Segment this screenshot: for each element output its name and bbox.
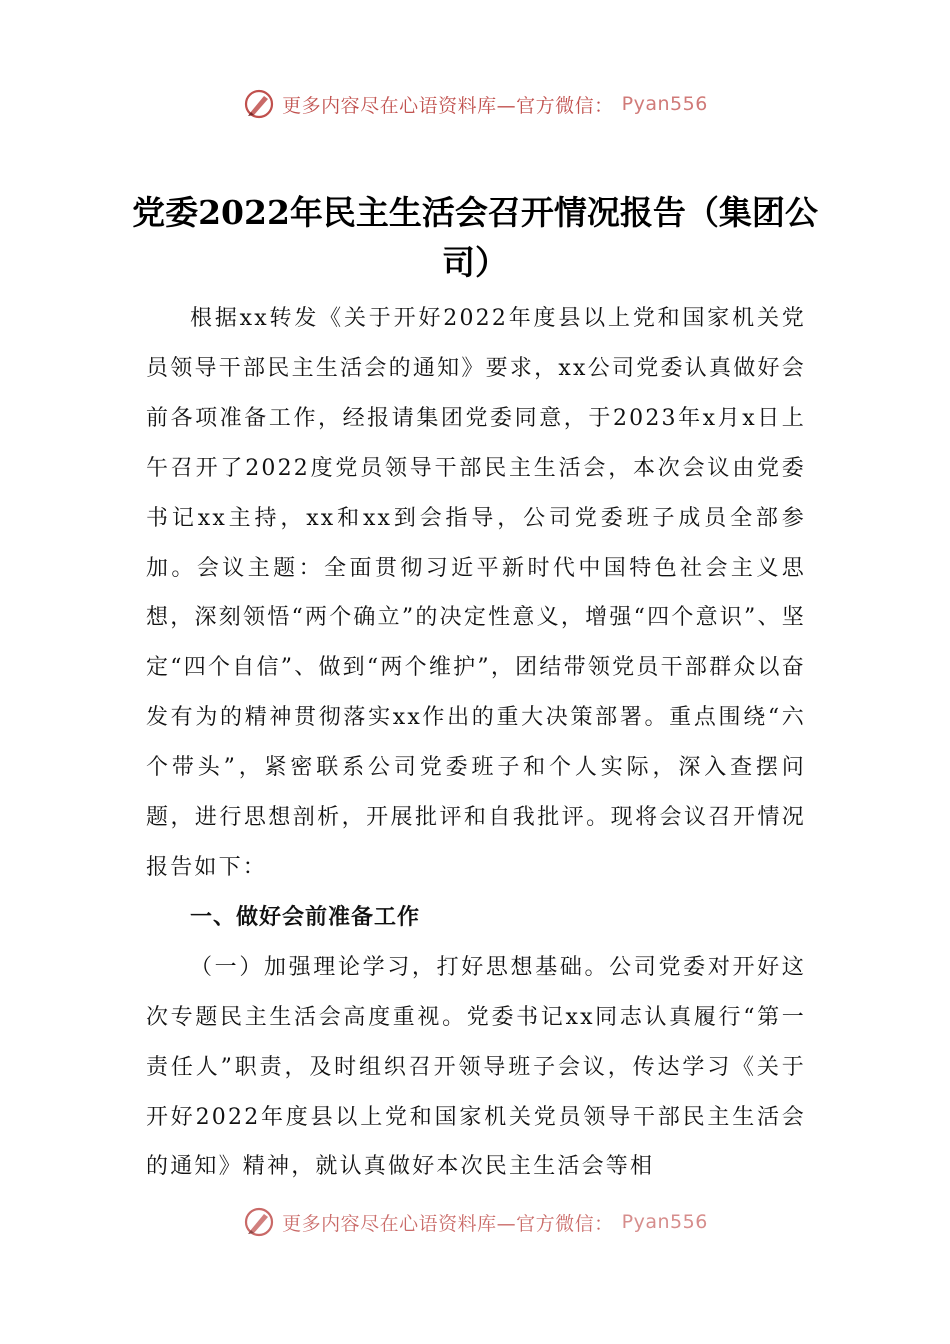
intro-paragraph: 根据xx转发《关于开好2022年度县以上党和国家机关党员领导干部民主生活会的通知》要求，xx公司党委认真做好会前各项准备工作，经报请集团党委同意，于2023年x月x日上午召开了2022度党员领导干部民主生活会，本次会议由党委书记xx主持，xx和xx到会指导，公司党委班子成员全部参加。会议主题：全面贯彻习近平新时代中国特色社会主义思想，深刻领悟“两个确立”的决定性意义，增强“四个意识”、坚定“四个自信”、做到“两个维护”，团结带领党员干部群众以奋发有为的精神贯彻落实xx作出的重大决策部署。重点围绕“六个带头”，紧密联系公司党委班子和个人实际，深入查摆问题，进行思想剖析，开展批评和自我批评。现将会议召开情况报告如下： (146, 306, 806, 880)
pen-logo-icon (242, 87, 276, 121)
watermark-wechat-id: Pyan556 (621, 93, 708, 115)
header-watermark (0, 84, 950, 124)
section-paragraph: （一）加强理论学习，打好思想基础。公司党委对开好这次专题民主生活会高度重视。党委书记xx同志认真履行“第一责任人”职责，及时组织召开领导班子会议，传达学习《关于开好2022年度县以上党和国家机关党员领导干部民主生活会的通知》精神，就认真做好本次民主生活会等相 (146, 954, 806, 1180)
watermark-text: 更多内容尽在心语资料库—官方微信： (282, 94, 614, 117)
document-title: 党委2022年民主生活会召开情况报告（集团公司） (132, 193, 818, 282)
watermark-text: 更多内容尽在心语资料库—官方微信： (282, 1212, 614, 1235)
watermark-wechat-id: Pyan556 (621, 1211, 708, 1233)
document-body (146, 294, 806, 1192)
pen-logo-icon (242, 1205, 276, 1239)
section-heading: 一、做好会前准备工作 (190, 904, 421, 930)
footer-watermark (0, 1202, 950, 1242)
